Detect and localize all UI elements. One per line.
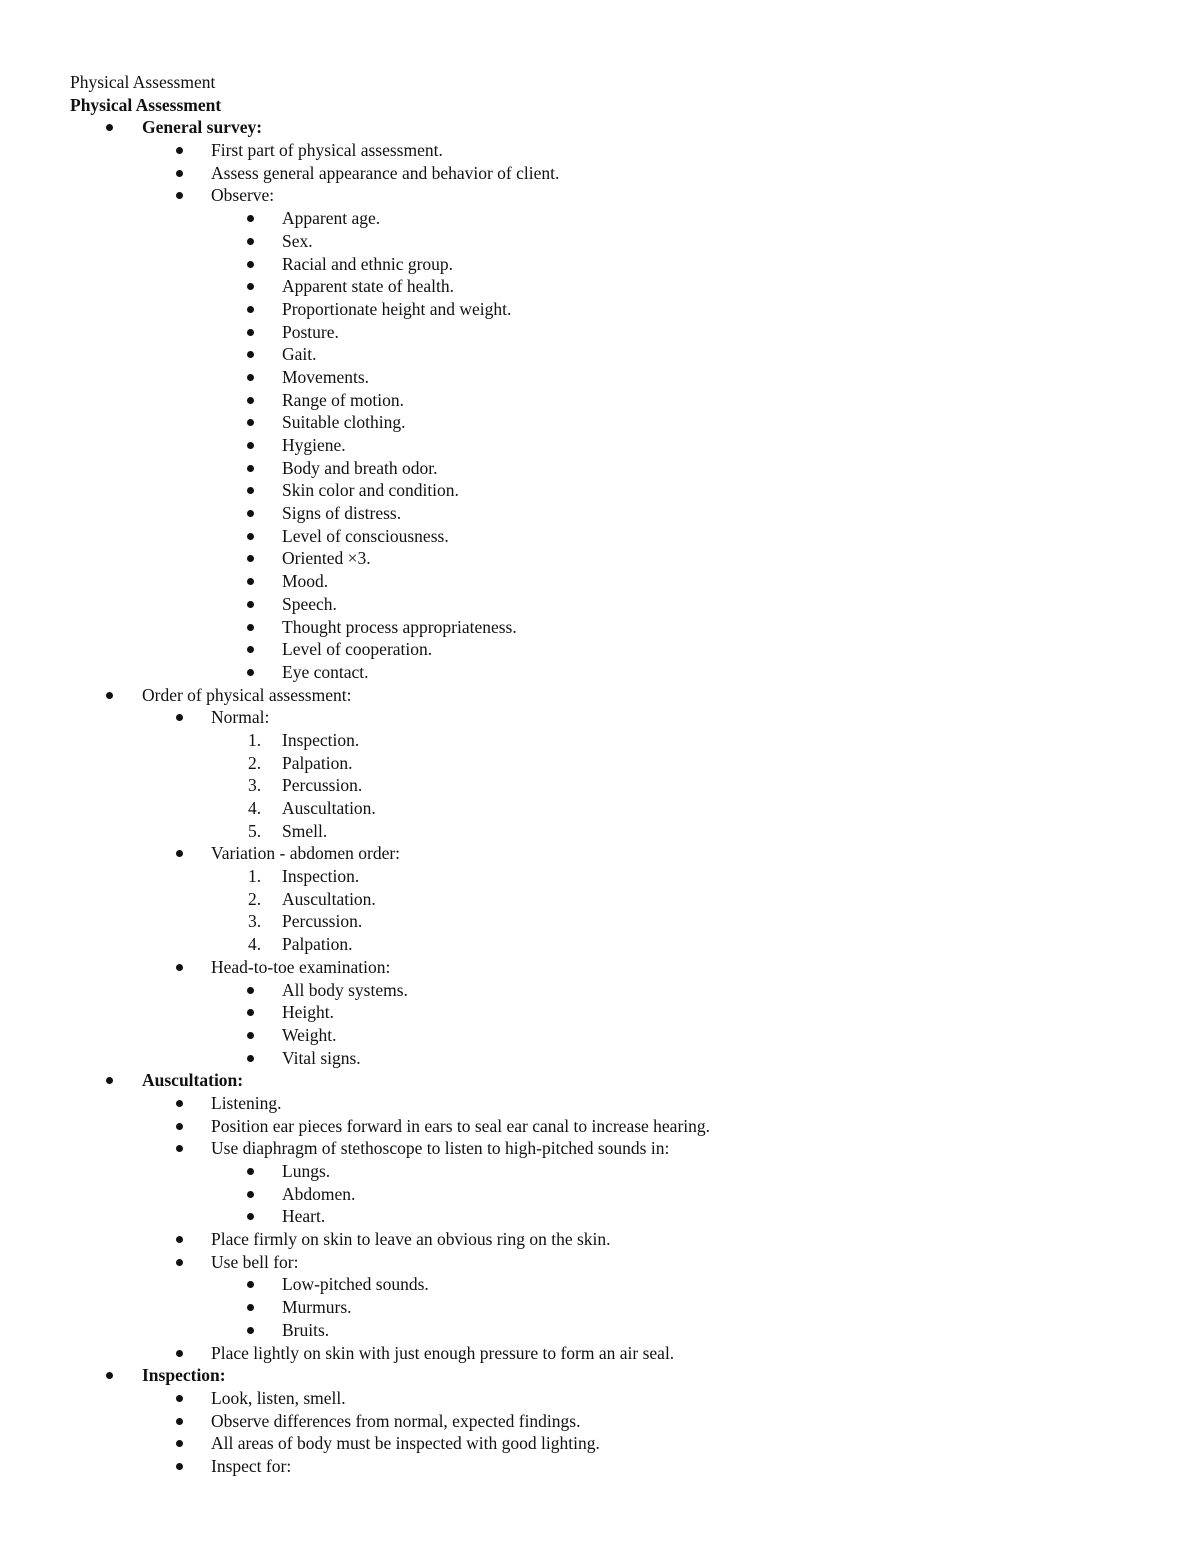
list-item-text: Body and breath odor.	[282, 457, 438, 478]
bullet-icon	[176, 1123, 183, 1130]
list-item-text: Apparent state of health.	[282, 276, 455, 297]
document-title-text: Physical Assessment	[70, 94, 222, 115]
list-item-text: Abdomen.	[282, 1183, 356, 1204]
bullet-icon	[106, 692, 113, 699]
list-item	[0, 547, 1200, 570]
bullet-icon	[176, 964, 183, 971]
bullet-icon	[247, 238, 254, 245]
list-item	[0, 1273, 1200, 1296]
list-item-text: First part of physical assessment.	[211, 140, 443, 161]
list-item-text: Observe:	[211, 185, 275, 206]
list-item-text: Inspection.	[282, 729, 360, 750]
list-item-text: Variation - abdomen order:	[211, 843, 401, 864]
list-item	[0, 616, 1200, 639]
list-item	[0, 298, 1200, 321]
list-item	[0, 1047, 1200, 1070]
bullet-icon	[247, 465, 254, 472]
numbered-item	[0, 888, 1200, 911]
list-item	[0, 706, 1200, 729]
running-header	[0, 71, 1200, 94]
bullet-icon	[247, 1032, 254, 1039]
bullet-icon	[247, 533, 254, 540]
numbered-item	[0, 752, 1200, 775]
list-item-text: Observe differences from normal, expected findings.	[211, 1410, 581, 1431]
list-item-text: Apparent age.	[282, 208, 381, 229]
list-item	[0, 638, 1200, 661]
list-item	[0, 1001, 1200, 1024]
list-item-text: Sex.	[282, 230, 313, 251]
list-item	[0, 479, 1200, 502]
list-item	[0, 1092, 1200, 1115]
list-item	[0, 343, 1200, 366]
list-item-text: Palpation.	[282, 752, 353, 773]
list-item-text: Smell.	[282, 820, 328, 841]
bullet-icon	[176, 170, 183, 177]
list-item	[0, 230, 1200, 253]
list-item-text: Speech.	[282, 593, 337, 614]
bullet-icon	[176, 1463, 183, 1470]
list-item	[0, 457, 1200, 480]
bullet-icon	[176, 1100, 183, 1107]
list-item-inspection	[0, 1364, 1200, 1387]
bullet-icon	[247, 987, 254, 994]
bullet-icon	[247, 1213, 254, 1220]
bullet-icon	[247, 1327, 254, 1334]
list-item-text: Inspect for:	[211, 1455, 292, 1476]
bullet-icon	[247, 1281, 254, 1288]
list-item	[0, 979, 1200, 1002]
list-item	[0, 207, 1200, 230]
list-item	[0, 1319, 1200, 1342]
list-item-text: Inspection.	[282, 866, 360, 887]
document-page	[0, 71, 1200, 1478]
list-item	[0, 1228, 1200, 1251]
bullet-icon	[247, 261, 254, 268]
list-item	[0, 1410, 1200, 1433]
list-item	[0, 570, 1200, 593]
list-item-text: Weight.	[282, 1024, 337, 1045]
bullet-icon	[176, 1236, 183, 1243]
list-item-text: Posture.	[282, 321, 339, 342]
item-number: 3.	[248, 911, 262, 932]
item-number: 1.	[248, 866, 262, 887]
bullet-icon	[247, 669, 254, 676]
bullet-icon	[106, 124, 113, 131]
section-heading: General survey:	[142, 117, 263, 138]
bullet-icon	[247, 601, 254, 608]
list-item-text: Proportionate height and weight.	[282, 298, 512, 319]
bullet-icon	[176, 1145, 183, 1152]
list-item	[0, 1251, 1200, 1274]
list-item-text: Vital signs.	[282, 1047, 361, 1068]
bullet-icon	[247, 578, 254, 585]
list-item-text: Oriented ×3.	[282, 548, 371, 569]
bullet-icon	[247, 397, 254, 404]
numbered-item	[0, 797, 1200, 820]
bullet-icon	[176, 1350, 183, 1357]
list-item-text: Range of motion.	[282, 389, 404, 410]
list-item	[0, 1432, 1200, 1455]
numbered-item	[0, 820, 1200, 843]
section-heading: Auscultation:	[142, 1070, 244, 1091]
bullet-icon	[176, 1259, 183, 1266]
numbered-item	[0, 729, 1200, 752]
list-item	[0, 1137, 1200, 1160]
list-item	[0, 1024, 1200, 1047]
bullet-icon	[247, 1009, 254, 1016]
bullet-icon	[106, 1372, 113, 1379]
list-item-text: Normal:	[211, 707, 270, 728]
list-item-text: Movements.	[282, 366, 370, 387]
bullet-icon	[176, 714, 183, 721]
bullet-icon	[176, 850, 183, 857]
list-item-text: Bruits.	[282, 1319, 330, 1340]
list-item-text: Auscultation.	[282, 798, 376, 818]
list-item-text: Lungs.	[282, 1161, 331, 1181]
bullet-icon	[176, 1440, 183, 1447]
list-item-text: All body systems.	[282, 979, 408, 1000]
bullet-icon	[176, 147, 183, 154]
list-item-text: Level of consciousness.	[282, 525, 449, 546]
list-item-text: Eye contact.	[282, 661, 369, 682]
bullet-icon	[247, 306, 254, 313]
list-item-auscultation	[0, 1069, 1200, 1092]
list-item-text: Hygiene.	[282, 435, 346, 455]
list-item-text: Murmurs.	[282, 1297, 352, 1318]
item-number: 5.	[248, 820, 262, 841]
bullet-icon	[106, 1077, 113, 1084]
list-item	[0, 661, 1200, 684]
bullet-icon	[247, 351, 254, 358]
list-item-text: Percussion.	[282, 911, 363, 932]
list-item	[0, 956, 1200, 979]
list-item-order	[0, 684, 1200, 707]
list-item	[0, 253, 1200, 276]
list-item	[0, 162, 1200, 185]
list-item	[0, 366, 1200, 389]
list-item	[0, 593, 1200, 616]
list-item-text: Place firmly on skin to leave an obvious ring on the skin.	[211, 1229, 611, 1250]
item-number: 1.	[248, 729, 262, 750]
bullet-icon	[247, 555, 254, 562]
list-item	[0, 1296, 1200, 1319]
item-number: 2.	[248, 752, 262, 773]
list-item	[0, 184, 1200, 207]
list-item-text: Racial and ethnic group.	[282, 253, 454, 274]
bullet-icon	[247, 442, 254, 449]
list-item	[0, 1183, 1200, 1206]
list-item	[0, 502, 1200, 525]
item-number: 4.	[248, 934, 262, 955]
list-item-text: All areas of body must be inspected with good lighting.	[211, 1433, 600, 1454]
list-item-text: Percussion.	[282, 775, 363, 796]
bullet-icon	[247, 374, 254, 381]
list-item	[0, 411, 1200, 434]
bullet-icon	[247, 1055, 254, 1062]
bullet-icon	[247, 1168, 254, 1175]
list-item-text: Position ear pieces forward in ears to seal ear canal to increase hearing.	[211, 1115, 711, 1136]
bullet-icon	[176, 1395, 183, 1402]
list-item-text: Assess general appearance and behavior of client.	[211, 162, 560, 183]
document-title	[0, 94, 1200, 117]
list-item-text: Level of cooperation.	[282, 639, 433, 660]
list-item-text: Signs of distress.	[282, 503, 402, 524]
list-item-text: Suitable clothing.	[282, 412, 406, 433]
list-item	[0, 1115, 1200, 1138]
list-item-text: Auscultation.	[282, 888, 376, 909]
bullet-icon	[247, 419, 254, 426]
list-item-text: Skin color and condition.	[282, 480, 459, 501]
numbered-item	[0, 865, 1200, 888]
list-item-text: Heart.	[282, 1206, 326, 1227]
list-item-text: Use diaphragm of stethoscope to listen to high-pitched sounds in:	[211, 1138, 670, 1159]
list-item	[0, 1455, 1200, 1478]
list-item	[0, 389, 1200, 412]
list-item	[0, 275, 1200, 298]
list-item	[0, 1342, 1200, 1365]
list-item-text: Place lightly on skin with just enough pressure to form an air seal.	[211, 1342, 675, 1363]
bullet-icon	[176, 192, 183, 199]
list-item	[0, 1205, 1200, 1228]
list-item	[0, 321, 1200, 344]
bullet-icon	[247, 624, 254, 631]
list-item	[0, 525, 1200, 548]
list-item	[0, 139, 1200, 162]
running-header-text: Physical Assessment	[70, 72, 216, 92]
list-item-text: Look, listen, smell.	[211, 1387, 346, 1408]
item-number: 2.	[248, 888, 262, 909]
list-item	[0, 434, 1200, 457]
bullet-icon	[247, 329, 254, 336]
list-item-text: Mood.	[282, 571, 329, 592]
bullet-icon	[247, 215, 254, 222]
observe-list	[0, 207, 1200, 683]
list-item-text: Use bell for:	[211, 1251, 299, 1272]
numbered-item	[0, 933, 1200, 956]
bullet-icon	[247, 510, 254, 517]
list-item-text: Gait.	[282, 344, 317, 365]
list-item	[0, 1387, 1200, 1410]
numbered-item	[0, 774, 1200, 797]
bullet-icon	[176, 1418, 183, 1425]
numbered-item	[0, 910, 1200, 933]
bullet-icon	[247, 283, 254, 290]
list-item-text: Thought process appropriateness.	[282, 616, 517, 637]
list-item-general-survey	[0, 116, 1200, 139]
list-item-text: Palpation.	[282, 934, 353, 955]
section-heading: Order of physical assessment:	[142, 684, 352, 705]
bullet-icon	[247, 646, 254, 653]
list-item-text: Height.	[282, 1002, 335, 1023]
bullet-icon	[247, 487, 254, 494]
list-item	[0, 1160, 1200, 1183]
bullet-icon	[247, 1304, 254, 1311]
bullet-icon	[247, 1191, 254, 1198]
item-number: 3.	[248, 775, 262, 796]
item-number: 4.	[248, 798, 262, 818]
list-item	[0, 842, 1200, 865]
section-heading: Inspection:	[142, 1365, 226, 1386]
list-item-text: Low-pitched sounds.	[282, 1274, 429, 1295]
list-item-text: Listening.	[211, 1092, 282, 1113]
list-item-text: Head-to-toe examination:	[211, 956, 391, 977]
